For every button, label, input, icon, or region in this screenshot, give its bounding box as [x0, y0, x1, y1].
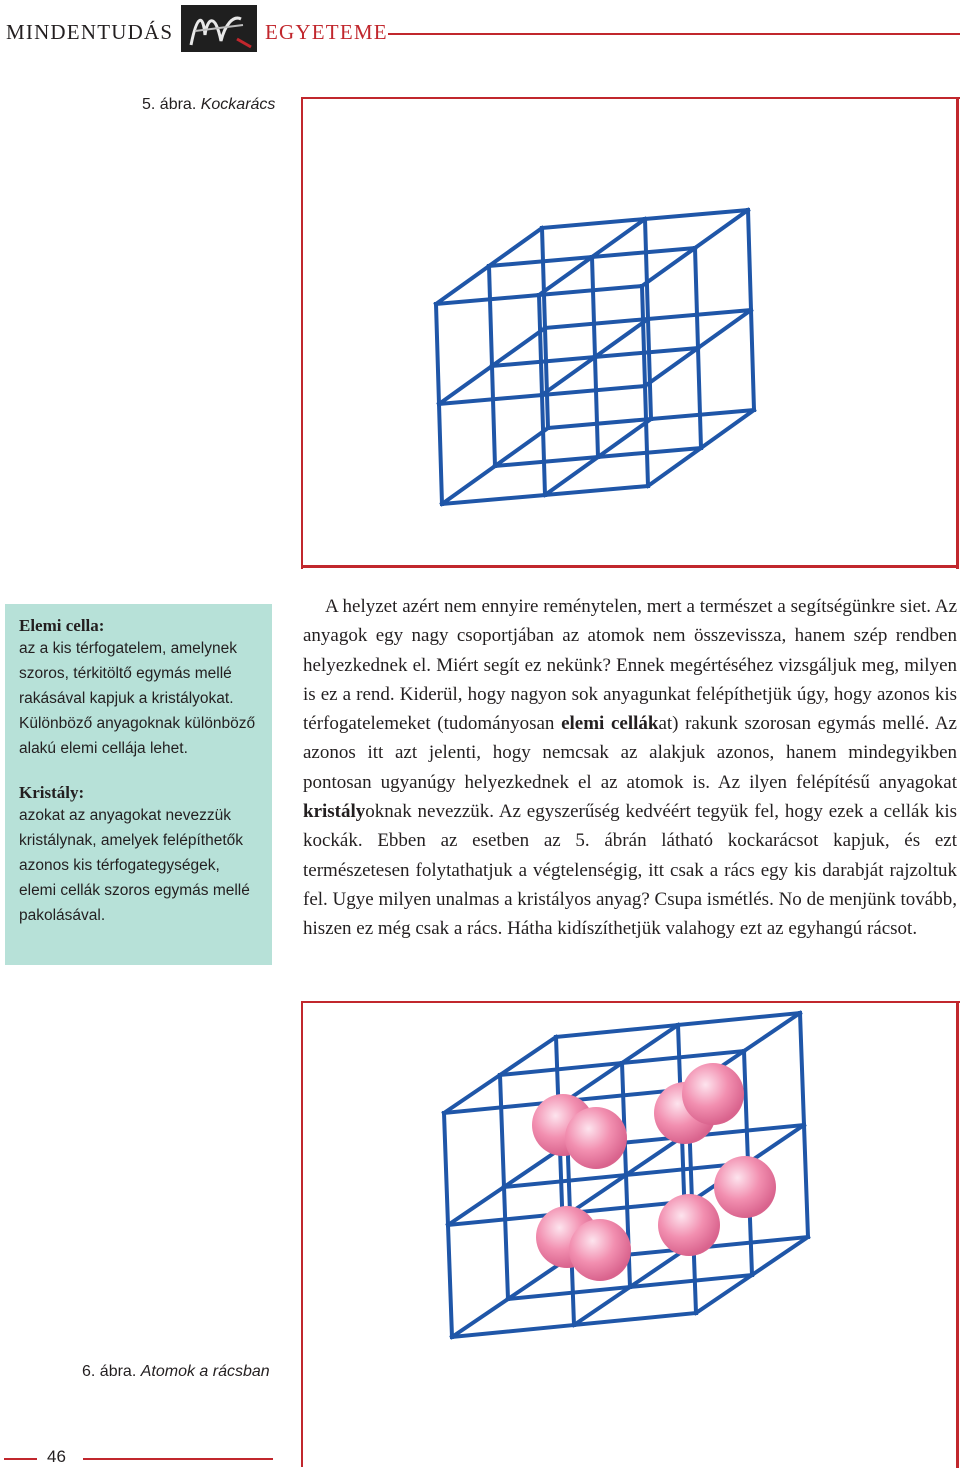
figure5-title: Kockarács	[200, 96, 276, 113]
glossary-definition-crystal: azokat az anyagokat nevezzük kristálynak, amelyek felépíthetők azonos kis térfogategységek, elemi cellák szoros egymás mellé pakolásával.	[19, 807, 250, 924]
lattice-edge	[648, 319, 651, 419]
lattice-edge	[500, 1075, 504, 1187]
lattice-edge	[622, 1063, 626, 1175]
lattice-edge	[648, 310, 751, 319]
lattice-edge	[492, 357, 595, 366]
figure5-shadow-right	[956, 99, 959, 569]
lattice-edge	[539, 295, 542, 395]
figure6-number: 6. ábra.	[82, 1363, 137, 1380]
footer-rule-left	[4, 1458, 37, 1460]
header-title-left: MINDENTUDÁS	[6, 20, 174, 44]
atom	[682, 1063, 744, 1125]
lattice-edge	[645, 386, 648, 486]
glossary-definition-unit-cell: az a kis térfogatelem, amelynek szoros, térkitöltő egymás mellé rakásával kapjuk a kristályokat. Különböző anyagoknak különböző alakú elemi cellája lehet.	[19, 640, 256, 757]
lattice-edge	[545, 328, 548, 428]
lattice-edge	[542, 228, 545, 328]
lattice-edge	[695, 248, 698, 348]
header-rule	[388, 33, 960, 35]
lattice-edge	[645, 219, 648, 319]
lattice-edge	[800, 1013, 804, 1125]
lattice-edge	[751, 310, 754, 410]
lattice-edge	[592, 257, 595, 357]
lattice-edge	[539, 286, 642, 295]
figure5-number: 5. ábra.	[142, 96, 197, 113]
lattice-edge	[448, 1225, 452, 1337]
term-crystal: kristály	[303, 801, 366, 823]
lattice-edge	[592, 248, 695, 257]
lattice-edge	[698, 348, 701, 448]
figure5-caption	[142, 96, 275, 114]
lattice-edge	[545, 486, 648, 495]
lattice-edge	[489, 257, 592, 266]
lattice-edge	[804, 1125, 808, 1237]
term-unit-cells: elemi cellák	[561, 713, 659, 735]
atom	[658, 1194, 720, 1256]
lattice-edge	[645, 210, 748, 219]
body-paragraph	[303, 592, 957, 944]
lattice-edge	[436, 295, 539, 304]
figure6-caption	[82, 1363, 270, 1381]
figure6-shadow-right	[956, 1003, 959, 1468]
lattice-edge	[642, 286, 645, 386]
body-text-part: at) rakunk szorosan egymás mellé. Az azonos itt azt jelenti, hogy nemcsak az alakjuk azonos, hanem mindegyikben pontosan ugyanúgy helyezkednek el az atomok is. Az ilyen felépítésű anyagokat	[303, 713, 957, 793]
lattice-edge	[439, 395, 542, 404]
lattice-edge	[595, 348, 698, 357]
lattice-edge	[626, 1175, 630, 1287]
lattice-edge	[504, 1187, 508, 1299]
lattice-edge	[492, 366, 495, 466]
body-text-part: oknak nevezzük. Az egyszerűség kedvéért tegyük fel, hogy ezek a cellák kis kockák. Ebben az esetben az 5. ábrán látható kockarácsot kapjuk, és ezt természetesen folytathatjuk a végtelenségig, itt csak a rács egy kis darabját rajzoltuk fel. Ugye milyen unalmas a kristályos anyag? Csupa ismétlés. No de menjünk tovább, hiszen ez még csak a rács. Hátha kidíszíthetjük valahogy ezt az egyhangú rácsot.	[303, 801, 957, 940]
lattice-edge	[542, 386, 645, 395]
lattice-edge	[542, 395, 545, 495]
figure5-shadow-bottom	[303, 565, 959, 568]
footer-rule-right	[83, 1458, 273, 1460]
lattice-edge	[545, 319, 648, 328]
logo-image	[181, 5, 257, 52]
lattice-edge	[542, 219, 645, 228]
atom	[714, 1156, 776, 1218]
glossary-term-unit-cell: Elemi cella:	[19, 616, 105, 635]
body-text-part: A helyzet azért nem ennyire reménytelen, mert a természet a segítségünkre siet. Az anyagok egy nagy csoportjában az atomok nem összevissza, hanem szép rendben helyezkednek el. Miért segít ez nekünk? Ennek megértéséhez vizsgáljuk meg, milyen is ez a rend. Kiderül, hogy nagyon sok anyagunkat felépíthetjük úgy, hogy azonos kis térfogatelemeket (tudományosan	[303, 596, 957, 735]
lattice-edge	[595, 357, 598, 457]
lattice-edge	[489, 266, 492, 366]
lattice-edge	[651, 410, 754, 419]
lattice-edge	[548, 419, 651, 428]
glossary-term-crystal: Kristály:	[19, 783, 85, 802]
lattice-edge	[439, 404, 442, 504]
lattice-edge	[598, 448, 701, 457]
atom	[569, 1219, 631, 1281]
lattice-edge	[444, 1113, 448, 1225]
figure6-frame	[301, 1001, 960, 1467]
signature-logo-icon	[181, 5, 257, 52]
lattice-edge	[495, 457, 598, 466]
atoms-in-lattice-diagram	[303, 1003, 960, 1467]
figure5-frame	[301, 97, 960, 569]
cubic-lattice-diagram	[303, 99, 960, 569]
page-number: 46	[47, 1447, 66, 1466]
body-text	[303, 592, 957, 944]
header-title-right: EGYETEME	[265, 20, 388, 44]
lattice-edge	[436, 304, 439, 404]
lattice-edge	[744, 1051, 748, 1163]
glossary-box	[5, 604, 272, 965]
lattice-edge	[442, 495, 545, 504]
lattice-edge	[748, 210, 751, 310]
atom	[565, 1107, 627, 1169]
figure6-title: Atomok a rácsban	[140, 1363, 270, 1380]
